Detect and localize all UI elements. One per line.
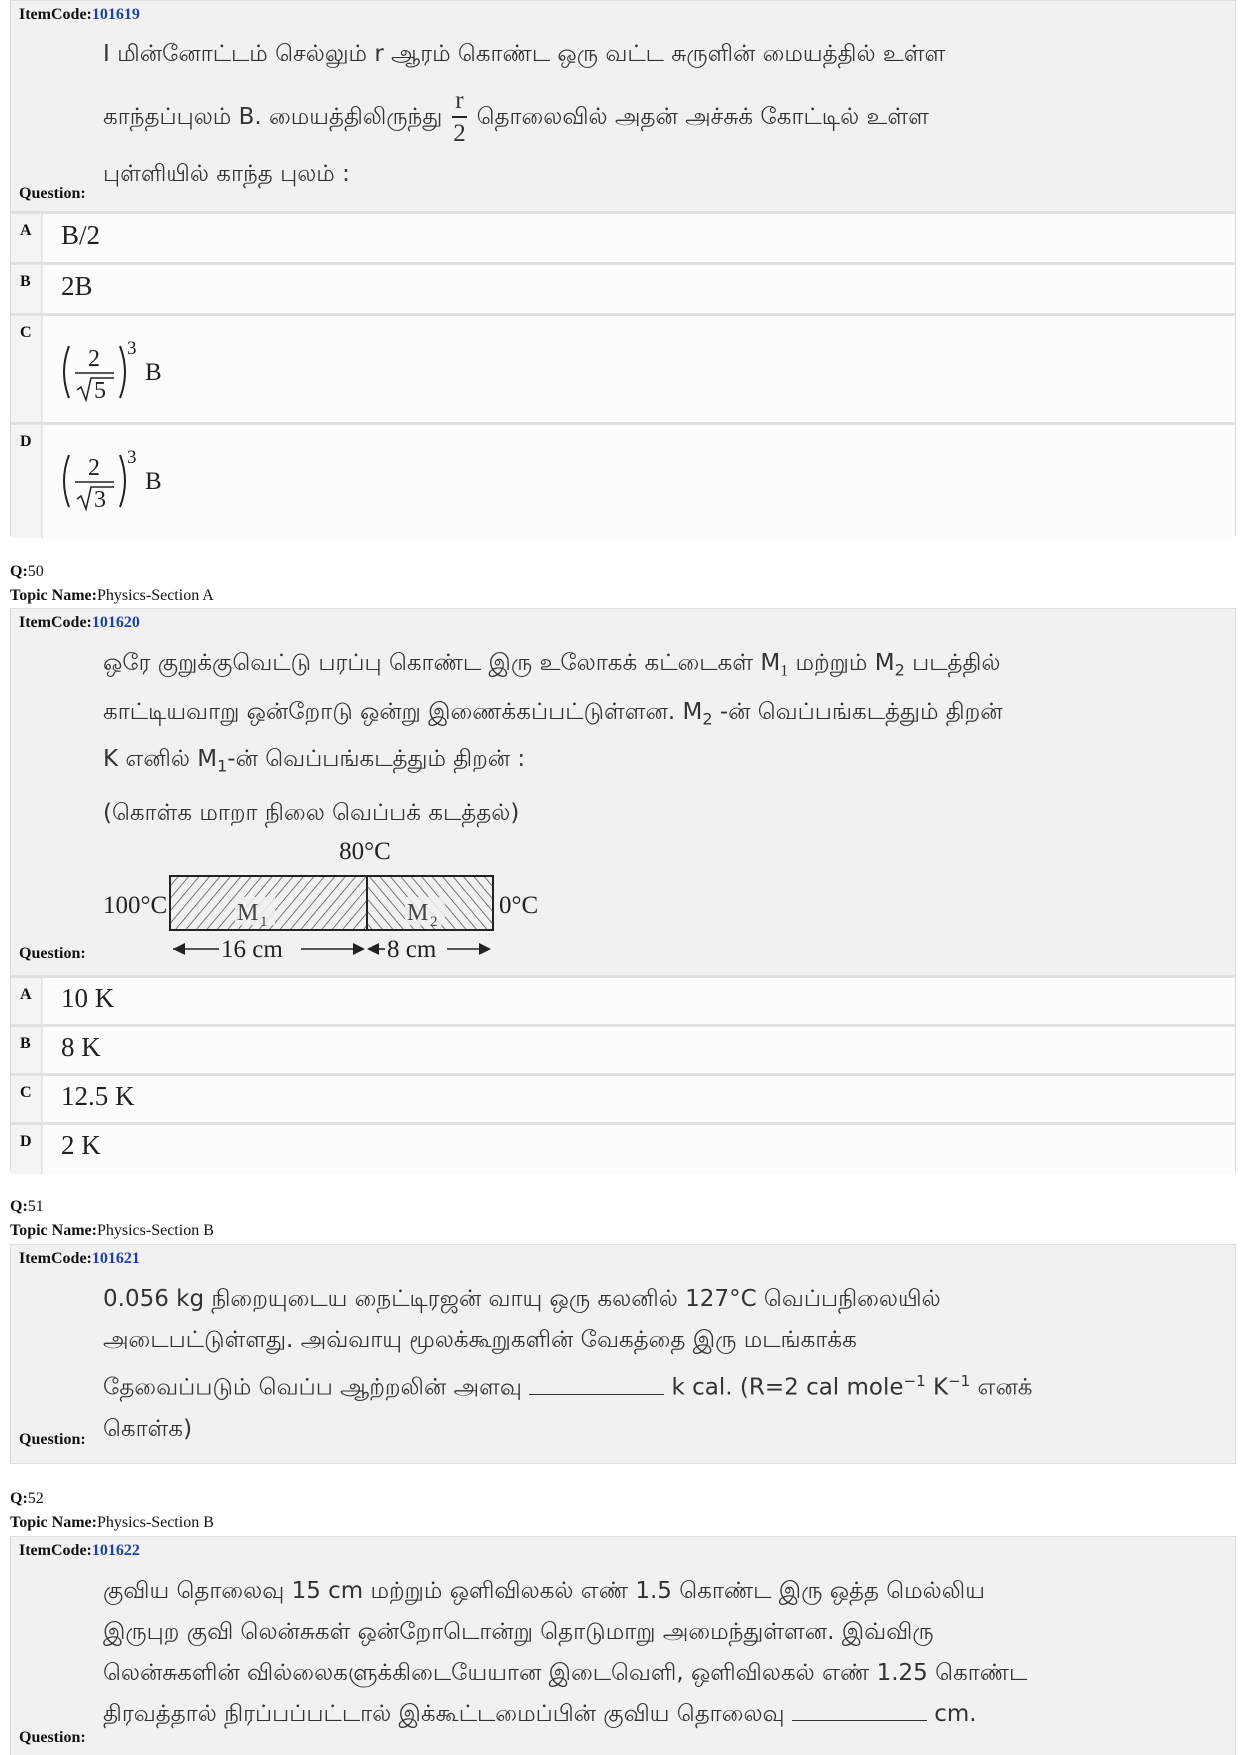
m1-label: M: [237, 900, 259, 926]
topic-label: Topic Name:: [10, 587, 97, 604]
item-code-value: 101621: [91, 1250, 140, 1267]
topic-label: Topic Name:: [10, 1514, 97, 1531]
question-number-line: [10, 1198, 44, 1216]
question-line-2: [103, 692, 1223, 740]
option-letter: C: [20, 324, 32, 341]
item-code-label: ItemCode:: [19, 614, 92, 631]
question-line-2a: காந்தப்புலம் B. மையத்திலிருந்து: [103, 103, 443, 130]
right-temperature-label: 0°C: [499, 892, 539, 919]
subscript-1: 1: [217, 756, 228, 776]
option-row-d[interactable]: [11, 1122, 1235, 1174]
option-text: 8 K: [61, 1032, 101, 1062]
question-line-3: [103, 739, 1223, 787]
answer-blank: [792, 1700, 927, 1721]
question-number-line: [10, 1490, 44, 1508]
question-text: [103, 1279, 1223, 1450]
mid-temperature-label: 80°C: [339, 838, 391, 865]
line1: 0.056 kg நிறையுடைய நைட்டிரஜன் வாயு ஒரு கலனில் 127°C வெப்பநிலையில்: [103, 1286, 941, 1312]
item-code-line: [19, 1250, 140, 1268]
option-text: 2 K: [61, 1130, 101, 1160]
q-number: 50: [27, 563, 44, 580]
line4-b: cm.: [934, 1701, 977, 1727]
question-line-3: [103, 152, 1223, 197]
numerator: 2: [88, 346, 100, 372]
option-cell[interactable]: [41, 425, 1235, 538]
q-number: 51: [27, 1198, 44, 1215]
root-argument: 5: [94, 378, 106, 404]
question-label: Question:: [19, 1729, 86, 1746]
option-letter: B: [20, 273, 31, 290]
option-cell[interactable]: [41, 1027, 1235, 1073]
exponent: 3: [127, 338, 137, 359]
option-row-d[interactable]: [11, 422, 1235, 538]
left-temperature-label: 100°C: [103, 892, 168, 919]
option-letter: A: [20, 222, 32, 239]
item-code-value: 101619: [91, 6, 140, 23]
question-number-line: [10, 563, 44, 581]
line4-a: திரவத்தால் நிரப்பப்பட்டால் இக்கூட்டமைப்பின் குவிய தொலைவு: [103, 1701, 785, 1727]
m1-subscript: 1: [260, 914, 268, 930]
subscript-1: 1: [780, 662, 789, 680]
line3-b: -ன் வெப்பங்கடத்தும் திறன் :: [227, 746, 526, 773]
math-expression-2-over-root3-cubed: [57, 441, 177, 521]
line4: (கொள்க மாறா நிலை வெப்பக் கடத்தல்): [103, 799, 520, 826]
question-card-101620: [10, 608, 1236, 1172]
q-label: Q:: [10, 563, 28, 580]
item-code-label: ItemCode:: [19, 1250, 92, 1267]
line2: இருபுற குவி லென்சுகள் ஒன்றோடொன்று தொடுமாறு அமைந்துள்ளன. இவ்விரு: [103, 1619, 934, 1645]
item-code-line: [19, 1542, 140, 1560]
question-line-1-text: I மின்னோட்டம் செல்லும் r ஆரம் கொண்ட ஒரு வட்ட சுருளின் மையத்தில் உள்ள: [103, 41, 946, 67]
option-cell[interactable]: [41, 214, 1235, 262]
line2: அடைபட்டுள்ளது. அவ்வாயு மூலக்கூறுகளின் வேகத்தை இரு மடங்காக்க: [103, 1327, 857, 1353]
option-row-a[interactable]: [11, 975, 1235, 1024]
topic-label: Topic Name:: [10, 1222, 97, 1239]
line2-b: -ன் வெப்பங்கடத்தும் திறன்: [712, 698, 1003, 725]
option-cell[interactable]: [41, 1125, 1235, 1174]
question-line-2b: தொலைவில் அதன் அச்சுக் கோட்டில் உள்ள: [476, 103, 929, 130]
math-expression-2-over-root5-cubed: [57, 332, 177, 412]
option-text: 12.5 K: [61, 1081, 135, 1111]
option-tail: B: [145, 468, 162, 495]
line3: லென்சுகளின் வில்லைகளுக்கிடையேயான இடைவெளி, ஒளிவிலகல் எண் 1.25 கொண்ட: [103, 1660, 1028, 1686]
question-line-4: [103, 793, 1223, 834]
question-line-1: [103, 1279, 1223, 1320]
option-cell[interactable]: [41, 316, 1235, 422]
option-cell[interactable]: [41, 1076, 1235, 1122]
question-line-4: [103, 1409, 1223, 1450]
question-label: Question:: [19, 1431, 86, 1448]
question-card-101622: [10, 1536, 1236, 1755]
option-letter: D: [20, 433, 32, 450]
question-text: [103, 27, 1223, 197]
question-card-101621: [10, 1244, 1236, 1464]
question-text: [103, 643, 1223, 834]
question-card-101619: [10, 0, 1236, 536]
m2-label: M: [407, 900, 429, 926]
m2-subscript: 2: [430, 914, 438, 930]
exponent: 3: [127, 447, 137, 468]
length-8cm-label: 8 cm: [387, 936, 437, 961]
option-letter: C: [20, 1084, 32, 1101]
topic-value: Physics-Section B: [96, 1222, 214, 1239]
question-line-1: [103, 643, 1223, 692]
line1-b: மற்றும் M: [788, 650, 895, 676]
topic-line: [10, 1514, 214, 1532]
option-row-c[interactable]: [11, 313, 1235, 422]
q-label: Q:: [10, 1198, 28, 1215]
line2-a: காட்டியவாறு ஒன்றோடு ஒன்று இணைக்கப்பட்டுள்ளன. M: [103, 698, 703, 725]
question-line-2: [103, 82, 1223, 152]
line3-b: k cal. (R=2 cal mole: [671, 1374, 904, 1401]
q-label: Q:: [10, 1490, 28, 1507]
fraction-denominator: 2: [453, 120, 466, 147]
item-code-line: [19, 614, 140, 632]
option-row-a[interactable]: [11, 211, 1235, 262]
length-16cm-label: 16 cm: [221, 936, 283, 961]
item-code-value: 101622: [91, 1542, 140, 1559]
line1-c: படத்தில்: [904, 650, 1001, 676]
question-line-1: [103, 27, 1223, 82]
superscript-minus-1: −1: [903, 1372, 926, 1390]
option-letter: D: [20, 1133, 32, 1150]
option-letter: B: [20, 1035, 31, 1052]
fraction-r-over-2: [452, 88, 466, 146]
line1: குவிய தொலைவு 15 cm மற்றும் ஒளிவிலகல் எண் 1.5 கொண்ட இரு ஒத்த மெல்லிய: [103, 1578, 985, 1604]
topic-value: Physics-Section A: [96, 587, 214, 604]
question-label: Question:: [19, 185, 86, 202]
answer-blank: [529, 1374, 664, 1395]
item-code-label: ItemCode:: [19, 6, 92, 23]
item-code-line: [19, 6, 140, 24]
superscript-minus-1: −1: [948, 1372, 971, 1390]
heat-conduction-diagram: [101, 831, 561, 961]
option-cell[interactable]: [41, 978, 1235, 1024]
option-text: 10 K: [61, 983, 115, 1013]
line4: கொள்க): [103, 1415, 193, 1442]
question-line-1: [103, 1571, 1223, 1612]
q-number: 52: [27, 1490, 44, 1507]
topic-line: [10, 1222, 214, 1240]
subscript-2: 2: [894, 660, 905, 680]
question-label: Question:: [19, 945, 86, 962]
option-row-c[interactable]: [11, 1073, 1235, 1122]
question-line-4: [103, 1694, 1223, 1735]
line3-d: எனக்: [970, 1374, 1033, 1401]
root-argument: 3: [94, 487, 106, 513]
fraction-numerator: r: [452, 88, 466, 118]
line3-a: K எனில் M: [103, 746, 218, 773]
option-text: B/2: [61, 220, 101, 250]
question-line-3-text: புள்ளியில் காந்த புலம் :: [103, 161, 350, 187]
option-cell[interactable]: [41, 265, 1235, 313]
line3-c: K: [925, 1374, 949, 1401]
option-row-b[interactable]: [11, 1024, 1235, 1073]
option-text: 2B: [61, 271, 93, 301]
item-code-label: ItemCode:: [19, 1542, 92, 1559]
question-line-3: [103, 1653, 1223, 1694]
option-row-b[interactable]: [11, 262, 1235, 313]
numerator: 2: [88, 455, 100, 481]
option-tail: B: [145, 359, 162, 386]
question-line-2: [103, 1320, 1223, 1361]
question-line-2: [103, 1612, 1223, 1653]
line3-a: தேவைப்படும் வெப்ப ஆற்றலின் அளவு: [103, 1374, 522, 1401]
subscript-2: 2: [702, 709, 713, 729]
item-code-value: 101620: [91, 614, 140, 631]
topic-line: [10, 587, 214, 605]
question-line-3: [103, 1361, 1223, 1409]
topic-value: Physics-Section B: [96, 1514, 214, 1531]
option-letter: A: [20, 986, 32, 1003]
question-text: [103, 1571, 1223, 1735]
line1-a: ஒரே குறுக்குவெட்டு பரப்பு கொண்ட இரு உலோகக் கட்டைகள் M: [103, 650, 781, 676]
